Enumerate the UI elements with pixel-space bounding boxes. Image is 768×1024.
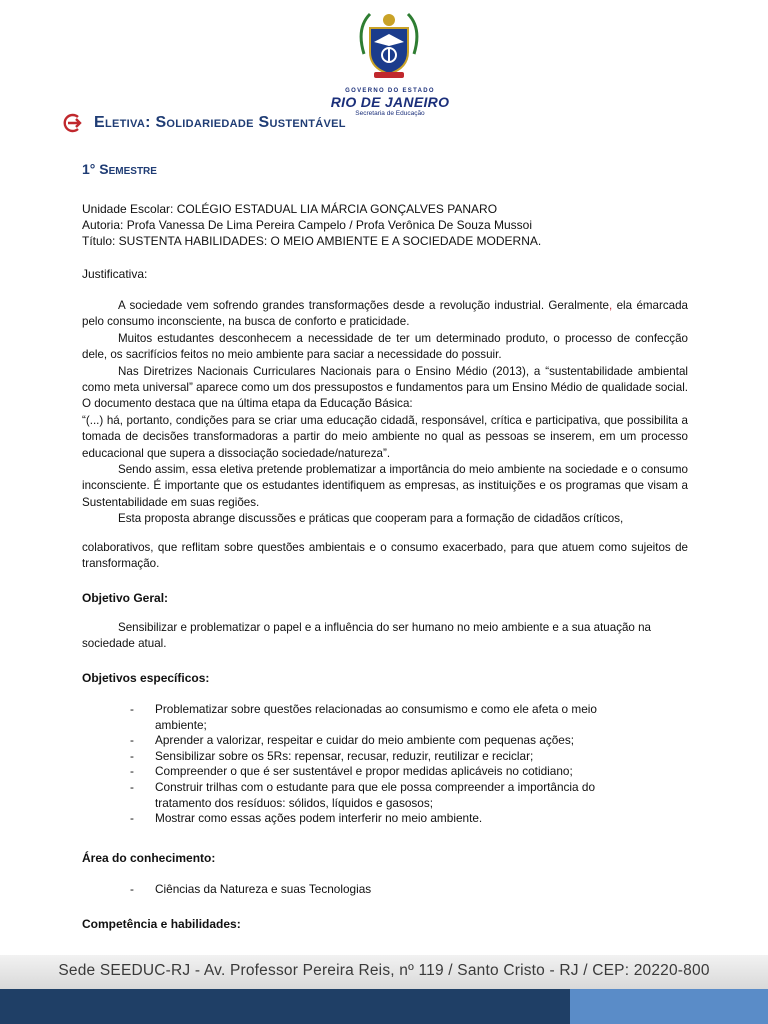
footer-address: Sede SEEDUC-RJ - Av. Professor Pereira Reis, nº 119 / Santo Cristo - RJ / CEP: 20220-800 xyxy=(58,962,710,979)
coat-of-arms-icon xyxy=(356,8,422,84)
list-item: - Compreender o que é ser sustentável e propor medidas aplicáveis no cotidiano; xyxy=(130,764,573,779)
knowledge-area-heading: Área do conhecimento: xyxy=(82,851,216,865)
secretariat-name: Secretaria de Educação xyxy=(355,110,425,117)
justification-quote: “(...) há, portanto, condições para se criar uma educação cidadã, responsável, crítica e participativa, que possibilita a tomada de decisões transformadoras a partir do meio ambiente no qual as pessoas se inserem, em um processo educacional que supera a dissociação sociedade/natureza”. xyxy=(82,413,688,460)
list-item: - Sensibilizar sobre os 5Rs: repensar, recusar, reduzir, reutilizar e reciclar; xyxy=(130,748,534,763)
list-item: - Construir trilhas com o estudante para que ele possa compreender a importância do tratamento dos resíduos: sólidos, líquidos e gasosos; xyxy=(130,779,596,810)
justification-paragraph: Nas Diretrizes Nacionais Curriculares Nacionais para o Ensino Médio (2013), a “sustentabilidade ambiental como meta universal” aparece como um dos pressupostos e fundamentos para um Ensino Médio de qualidade social. O documento destaca que na última etapa da Educação Básica: xyxy=(82,364,688,411)
justification-paragraph: Esta proposta abrange discussões e práticas que cooperam para a formação de cidadãos críticos, xyxy=(118,512,624,526)
list-item: - Mostrar como essas ações podem interferir no meio ambiente. xyxy=(130,811,483,826)
state-name: RIO DE JANEIRO xyxy=(330,94,450,110)
list-item: - Ciências da Natureza e suas Tecnologias xyxy=(130,882,372,896)
footer-bar-accent xyxy=(570,989,768,1024)
knowledge-area-list xyxy=(130,882,650,898)
justification-continuation: colaborativos, que reflitam sobre questões ambientais e o consumo exacerbado, para que atuem como sujeitos de transformação. xyxy=(82,541,688,570)
authorship: Autoria: Profa Vanessa De Lima Pereira Campelo / Profa Verônica De Souza Mussoi xyxy=(82,218,532,232)
government-logo xyxy=(322,8,458,117)
general-objective-body: Sensibilizar e problematizar o papel e a influência do ser humano no meio ambiente e a sua atuação na sociedade atual. xyxy=(82,621,652,650)
list-item: - Problematizar sobre questões relacionadas ao consumismo e como ele afeta o meio ambiente; xyxy=(130,702,597,732)
justification-body xyxy=(82,298,688,528)
general-objective-heading: Objetivo Geral: xyxy=(82,591,169,605)
semester-heading: 1° Semestre xyxy=(82,161,157,177)
competencies-heading: Competência e habilidades: xyxy=(82,917,241,931)
project-title: Título: SUSTENTA HABILIDADES: O MEIO AMBIENTE E A SOCIEDADE MODERNA. xyxy=(82,234,542,248)
justification-paragraph: Sendo assim, essa eletiva pretende problematizar a importância do meio ambiente na sociedade e o consumo inconsciente. É importante que os estudantes identifiquem as empresas, as instituições e os programas que visam a Sustentabilidade em suas regiões. xyxy=(82,463,688,509)
school-unit: Unidade Escolar: COLÉGIO ESTADUAL LIA MÁRCIA GONÇALVES PANARO xyxy=(82,202,498,216)
gov-label: GOVERNO DO ESTADO xyxy=(345,88,435,94)
justification-paragraph: A sociedade vem sofrendo grandes transformações desde a revolução industrial. Geralmente, ela émarcada pelo consumo inconsciente, na busca de conforto e praticidade. xyxy=(82,299,689,329)
specific-objectives-heading: Objetivos específicos: xyxy=(82,671,210,685)
list-item: - Aprender a valorizar, respeitar e cuidar do meio ambiente com pequenas ações; xyxy=(130,733,575,748)
specific-objectives-list xyxy=(130,702,650,827)
arrow-right-circle-icon xyxy=(63,113,83,133)
justification-paragraph: Muitos estudantes desconhecem a necessidade de ter um determinado produto, o processo de confecção dele, os sacrifícios feitos no meio ambiente para saciar a necessidade do possuir. xyxy=(82,331,688,362)
justification-heading: Justificativa: xyxy=(82,267,148,281)
page-title: Eletiva: Solidariedade Sustentável xyxy=(94,114,346,131)
